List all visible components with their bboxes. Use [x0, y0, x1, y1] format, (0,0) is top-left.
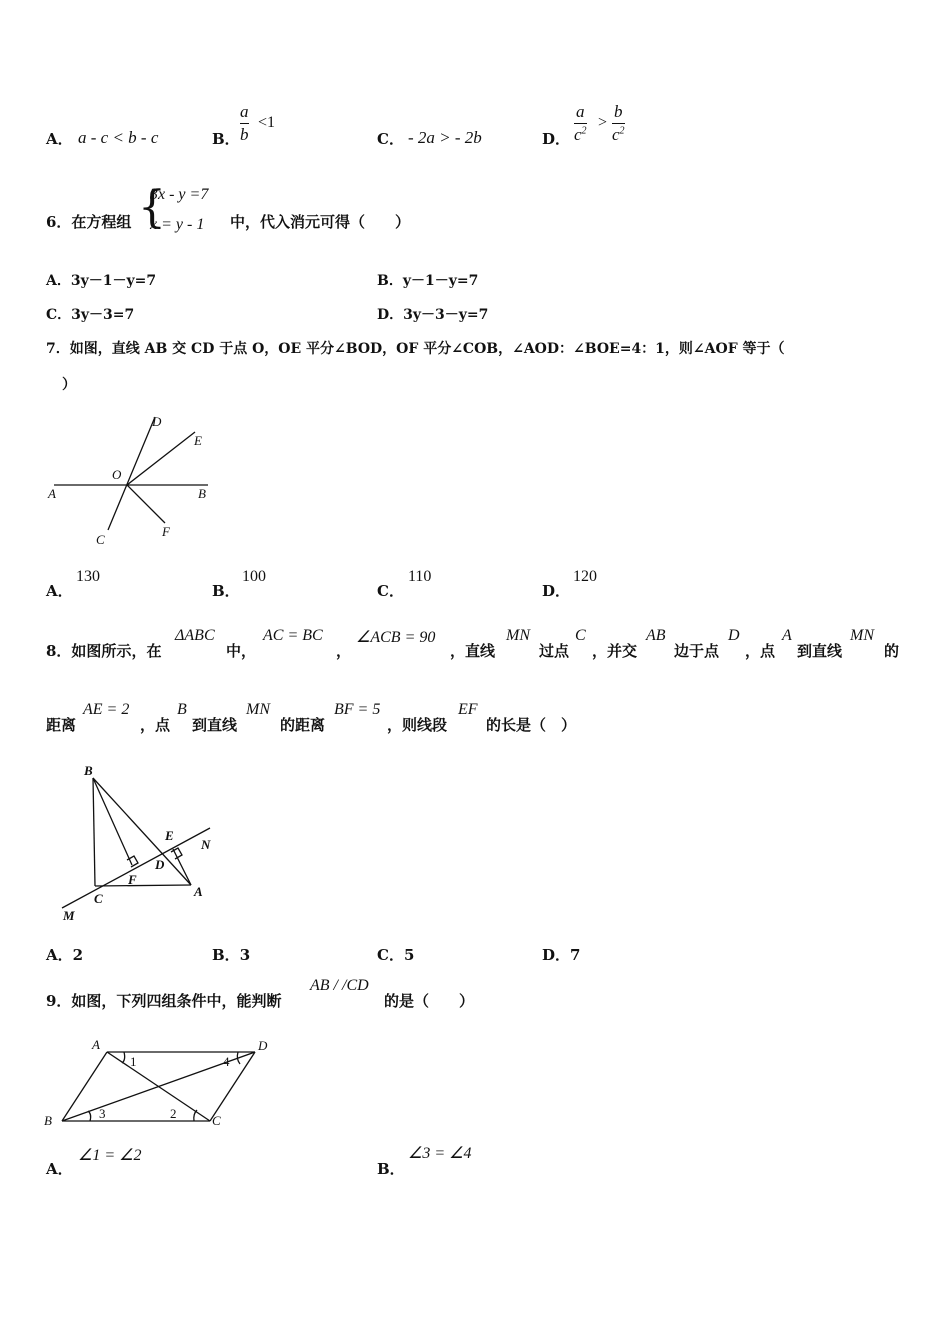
q9-label-d: D — [258, 1038, 268, 1053]
q7-label-b: B — [198, 486, 206, 501]
q8-label-e: E — [165, 828, 174, 843]
q7-figure — [40, 405, 220, 555]
q8-label-n: N — [201, 837, 211, 852]
q7-label-a: A — [48, 486, 56, 501]
q8-math-mn-1: MN — [506, 627, 530, 644]
q7-label-c: C — [96, 532, 105, 547]
q6-suffix: 中，代入消元可得（ ） — [230, 213, 411, 231]
q6-option-b-text: y－1－y=7 — [402, 273, 479, 289]
q8-line2-text-4: 的距离 — [280, 716, 326, 734]
q9-label-1: 1 — [130, 1054, 137, 1069]
q8-option-d[interactable] — [542, 944, 580, 965]
q8-text-3: ， — [336, 642, 352, 660]
q8-line2-text-1: 距离 — [46, 716, 77, 734]
q8-math-ab: AB — [646, 627, 666, 644]
q8-label-c: C — [94, 891, 103, 906]
q6-option-b[interactable] — [377, 270, 478, 290]
q8-math-a: A — [782, 627, 792, 644]
q9-label-c: C — [212, 1113, 221, 1128]
q9-math-ab-cd: AB / /CD — [310, 977, 369, 994]
q8-text-2: 中， — [226, 642, 257, 660]
q8-line2-text-5: ，则线段 — [387, 716, 448, 734]
q9-text-2: 的是（ ） — [384, 992, 475, 1010]
q8-math-mn-2: MN — [850, 627, 874, 644]
q6-option-a-label: A． — [46, 273, 71, 289]
q8-option-d-value: 7 — [570, 946, 581, 964]
q5-option-a-expr: a - c < b - c — [78, 128, 159, 147]
q7-ray-of — [127, 485, 165, 523]
q9-label-b: B — [44, 1113, 52, 1128]
q5-option-b-fraction — [240, 102, 249, 144]
q8-option-a-label: A． — [46, 946, 73, 964]
q9-label-2: 2 — [170, 1106, 177, 1121]
q5-d-denominator-1: c — [574, 124, 582, 144]
q9-option-b-label[interactable]: B． — [377, 1160, 405, 1178]
q5-b-denominator: b — [240, 124, 249, 144]
q5-option-c-label[interactable]: C． — [377, 130, 404, 148]
q8-math-b: B — [177, 701, 187, 718]
q7-option-a-label[interactable]: A． — [46, 582, 73, 600]
q7-option-c-value: 110 — [408, 568, 432, 585]
q8-text-4: ，直线 — [450, 642, 496, 660]
q9-option-a-label[interactable]: A． — [46, 1160, 73, 1178]
q5-b-numerator: a — [240, 102, 249, 121]
q8-math-ef: EF — [458, 701, 478, 718]
q8-segment-bc — [93, 778, 95, 886]
q8-label-f: F — [128, 872, 137, 887]
q6-equation-2: x = y - 1 — [150, 216, 205, 233]
q8-math-c: C — [575, 627, 586, 644]
q7-label-e: E — [194, 433, 202, 448]
q5-b-relation: <1 — [258, 114, 276, 131]
q8-figure — [55, 760, 225, 925]
q6-option-d-text: 3y－3－y=7 — [403, 307, 489, 323]
q7-stem-line-1: 7．如图，直线 AB 交 CD 于点 O，OE 平分∠BOD，OF 平分∠COB，∠AOD：∠BOE=4：1，则∠AOF 等于（ — [46, 341, 785, 357]
q9-figure — [40, 1032, 280, 1132]
q8-option-d-label: D． — [542, 946, 571, 964]
q7-label-d: D — [152, 414, 162, 429]
system-brace: { — [138, 182, 166, 233]
q6-option-b-label: B． — [377, 273, 403, 289]
q8-math-d: D — [728, 627, 740, 644]
q9-option-a-value: ∠1 = ∠2 — [78, 1147, 142, 1164]
q8-line2-text-2: ，点 — [140, 716, 171, 734]
q9-angle-1-arc — [122, 1052, 125, 1063]
q5-option-b-label[interactable]: B． — [212, 130, 240, 148]
q7-option-b-value: 100 — [242, 568, 266, 585]
q6-equation-1: 3x - y =7 — [150, 186, 209, 203]
q8-line2-text-6: 的长是（ ） — [486, 716, 577, 734]
q8-text-10: 的 — [884, 642, 900, 660]
q8-segment-ab — [93, 778, 191, 885]
q8-option-a[interactable] — [46, 944, 83, 965]
q6-prefix: 6．在方程组 — [46, 213, 132, 231]
q6-option-c-text: 3y－3=7 — [71, 307, 135, 323]
q8-option-b[interactable] — [212, 944, 250, 965]
q8-option-b-label: B． — [212, 946, 240, 964]
q9-label-a: A — [92, 1037, 100, 1052]
q9-text-1: 9．如图，下列四组条件中，能判断 — [46, 992, 282, 1010]
q8-text-9: 到直线 — [797, 642, 843, 660]
q8-label-d: D — [155, 857, 165, 872]
q8-option-b-value: 3 — [239, 946, 251, 964]
q8-text-7: 边于点 — [674, 642, 720, 660]
q8-line-mn — [62, 828, 210, 908]
q6-option-a[interactable] — [46, 270, 156, 290]
q8-option-c-value: 5 — [403, 946, 415, 964]
q8-math-ac-bc: AC = BC — [263, 627, 323, 644]
q5-option-a-label[interactable]: A． — [46, 130, 73, 148]
q7-option-d-label[interactable]: D． — [542, 582, 571, 600]
q8-math-ae: AE = 2 — [83, 701, 130, 718]
q8-math-bf: BF = 5 — [334, 701, 381, 718]
q5-d-denominator-2: c — [612, 124, 620, 144]
q5-option-d-fraction-1 — [574, 102, 587, 144]
q9-label-4: 4 — [223, 1054, 230, 1069]
q8-option-c[interactable] — [377, 944, 414, 965]
q9-option-b-value: ∠3 = ∠4 — [408, 1145, 472, 1162]
q7-stem-line-2: ） — [62, 377, 76, 393]
q8-line2-text-3: 到直线 — [192, 716, 238, 734]
q5-d-numerator-1: a — [576, 102, 585, 121]
q6-option-c-label: C． — [46, 307, 72, 323]
q5-option-d-fraction-2 — [612, 102, 625, 144]
q8-segment-ca — [95, 885, 191, 886]
q8-segment-bf — [93, 778, 132, 865]
q5-d-numerator-2: b — [614, 102, 623, 121]
q6-option-d[interactable] — [377, 304, 488, 324]
q5-d-relation: > — [598, 114, 608, 131]
q5-option-d-label[interactable]: D． — [542, 130, 571, 148]
q5-option-c-expr: - 2a > - 2b — [408, 128, 482, 147]
q7-option-b-label[interactable]: B． — [212, 582, 240, 600]
q9-segment-dc — [210, 1052, 255, 1121]
q8-math-angle: ∠ACB = 90 — [356, 629, 436, 646]
q8-math-triangle: ΔABC — [175, 627, 215, 644]
q6-option-c[interactable] — [46, 304, 134, 324]
q8-label-b: B — [84, 763, 93, 778]
q8-text-8: ，点 — [745, 642, 776, 660]
q8-math-mn-3: MN — [246, 701, 270, 718]
q8-text-1: 8．如图所示，在 — [46, 642, 162, 660]
q8-option-a-value: 2 — [72, 946, 84, 964]
q6-option-d-label: D． — [377, 307, 404, 323]
q8-label-m: M — [63, 908, 75, 923]
q9-label-3: 3 — [99, 1106, 106, 1121]
q6-option-a-text: 3y－1－y=7 — [70, 273, 157, 289]
q5-d-exponent-2: 2 — [619, 125, 625, 137]
q8-label-a: A — [194, 884, 203, 899]
q8-text-6: ，并交 — [592, 642, 638, 660]
q7-label-f: F — [162, 524, 170, 539]
q7-option-a-value: 130 — [76, 568, 100, 585]
q8-text-5: 过点 — [539, 642, 570, 660]
q9-angle-3-arc — [88, 1111, 91, 1121]
q5-d-exponent-1: 2 — [581, 125, 587, 137]
q8-option-c-label: C． — [377, 946, 404, 964]
q7-option-d-value: 120 — [573, 568, 597, 585]
q7-label-o: O — [112, 467, 122, 482]
q7-option-c-label[interactable]: C． — [377, 582, 404, 600]
